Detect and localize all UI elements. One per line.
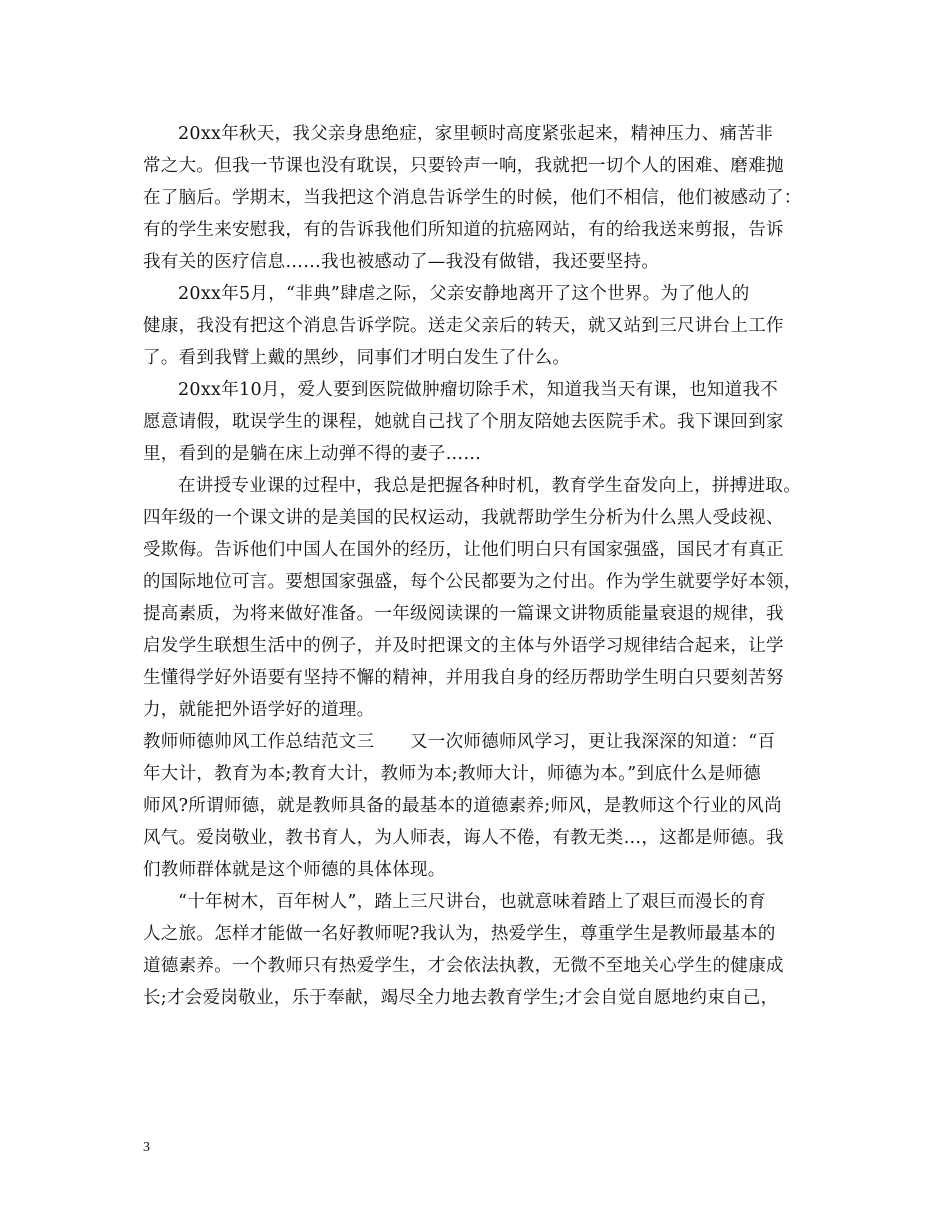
body-text-line: 20xx年5月，“非典”肆虐之际，父亲安静地离开了这个世界。为了他人的 bbox=[178, 284, 750, 304]
body-text-line: 在讲授专业课的过程中，我总是把握各种时机，教育学生奋发向上，拼搏进取。 bbox=[178, 476, 801, 496]
body-text-line: 在了脑后。学期末，当我把这个消息告诉学生的时候，他们不相信，他们被感动了： bbox=[143, 188, 802, 208]
body-text-line: 20xx年秋天，我父亲身患绝症，家里顿时高度紧张起来，精神压力、痛苦非 bbox=[178, 124, 774, 144]
body-text-line: 里，看到的是躺在床上动弹不得的妻子…… bbox=[143, 444, 482, 464]
section-heading-line: 教师师德帅风工作总结范文三 又一次师德师风学习，更让我深深的知道：“百 bbox=[143, 732, 776, 752]
body-text-line: 风气。爱岗敬业，教书育人，为人师表，诲人不倦，有教无类…，这都是师德。我 bbox=[143, 828, 784, 848]
body-text-line: 力，就能把外语学好的道理。 bbox=[143, 700, 375, 720]
body-text-line: 我有关的医疗信息……我也被感动了—我没有做错，我还要坚持。 bbox=[143, 252, 660, 272]
body-text-line: 常之大。但我一节课也没有耽误，只要铃声一响，我就把一切个人的困难、磨难抛 bbox=[143, 156, 784, 176]
body-text-line: 年大计，教育为本;教育大计，教师为本;教师大计，师德为本。”到底什么是师德 bbox=[143, 764, 762, 784]
body-text-line: “十年树木，百年树人”，踏上三尺讲台，也就意味着踏上了艰巨而漫长的育 bbox=[178, 892, 767, 912]
body-text-line: 受欺侮。告诉他们中国人在国外的经历，让他们明白只有国家强盛，国民才有真正 bbox=[143, 540, 784, 560]
body-text-line: 们教师群体就是这个师德的具体体现。 bbox=[143, 860, 446, 880]
body-text-line: 师风?所谓师德，就是教师具备的最基本的道德素养;师风，是教师这个行业的风尚 bbox=[143, 796, 782, 816]
body-text-line: 愿意请假，耽误学生的课程，她就自己找了个朋友陪她去医院手术。我下课回到家 bbox=[143, 412, 784, 432]
body-text-line: 了。看到我臂上戴的黑纱，同事们才明白发生了什么。 bbox=[143, 348, 571, 368]
body-text-line: 的国际地位可言。要想国家强盛，每个公民都要为之付出。作为学生就要学好本领， bbox=[143, 572, 802, 592]
body-text-line: 有的学生来安慰我，有的告诉我他们所知道的抗癌网站，有的给我送来剪报，告诉 bbox=[143, 220, 784, 240]
body-text-line: 健康，我没有把这个消息告诉学院。送走父亲后的转天，就又站到三尺讲台上工作 bbox=[143, 316, 784, 336]
body-text-line: 道德素养。一个教师只有热爱学生，才会依法执教，无微不至地关心学生的健康成 bbox=[143, 956, 784, 976]
body-text-line: 四年级的一个课文讲的是美国的民权运动，我就帮助学生分析为什么黑人受歧视、 bbox=[143, 508, 784, 528]
body-text-line: 生懂得学好外语要有坚持不懈的精神，并用我自身的经历帮助学生明白只要刻苦努 bbox=[143, 668, 784, 688]
page-number: 3 bbox=[143, 1140, 150, 1155]
body-text-line: 长;才会爱岗敬业，乐于奉献，竭尽全力地去教育学生;才会自觉自愿地约束自己， bbox=[143, 988, 779, 1008]
body-text-line: 人之旅。怎样才能做一名好教师呢?我认为，热爱学生，尊重学生是教师最基本的 bbox=[143, 924, 776, 944]
body-text-line: 启发学生联想生活中的例子，并及时把课文的主体与外语学习规律结合起来，让学 bbox=[143, 636, 784, 656]
body-text-line: 20xx年10月，爱人要到医院做肿瘤切除手术，知道我当天有课，也知道我不 bbox=[178, 380, 779, 400]
body-text-line: 提高素质，为将来做好准备。一年级阅读课的一篇课文讲物质能量衰退的规律，我 bbox=[143, 604, 784, 624]
